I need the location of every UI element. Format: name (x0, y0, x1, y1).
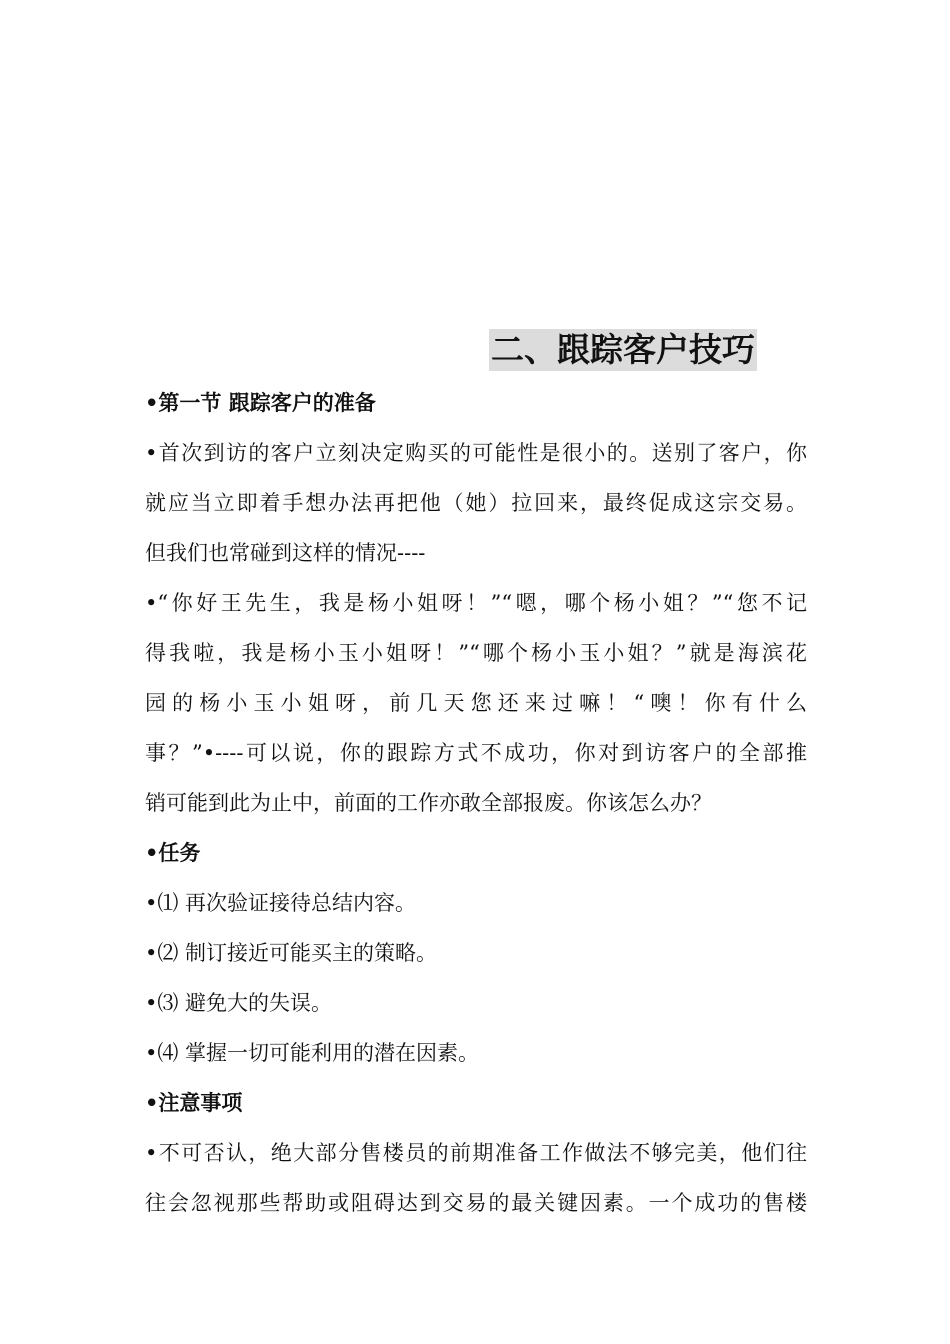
paragraph-line: •“你好王先生，我是杨小姐呀！”“嗯，哪个杨小姐？”“您不记 (145, 591, 807, 615)
paragraph-line: 得我啦，我是杨小玉小姐呀！”“哪个杨小玉小姐？”就是海滨花 (145, 641, 807, 665)
list-item: •⑴ 再次验证接待总结内容。 (145, 891, 417, 915)
document-body (145, 378, 807, 1228)
paragraph-line: •首次到访的客户立刻决定购买的可能性是很小的。送别了客户，你 (145, 441, 807, 465)
page-title: 二、跟踪客户技巧 (491, 330, 755, 369)
notes-heading: •注意事项 (145, 1091, 243, 1115)
paragraph-line: •不可否认，绝大部分售楼员的前期准备工作做法不够完美，他们往 (145, 1141, 807, 1165)
list-item: •⑷ 掌握一切可能利用的潜在因素。 (145, 1041, 480, 1065)
paragraph-line: 往会忽视那些帮助或阻碍达到交易的最关键因素。一个成功的售楼 (145, 1191, 807, 1215)
section-heading: •第一节 跟踪客户的准备 (145, 391, 376, 415)
tasks-heading: •任务 (145, 841, 201, 865)
paragraph-line: 就应当立即着手想办法再把他（她）拉回来，最终促成这宗交易。 (145, 491, 807, 515)
paragraph-line: 事？”•----可以说，你的跟踪方式不成功，你对到访客户的全部推 (145, 741, 807, 765)
list-item: •⑵ 制订接近可能买主的策略。 (145, 941, 438, 965)
paragraph-line: 销可能到此为止中，前面的工作亦敢全部报废。你该怎么办？ (145, 791, 712, 815)
paragraph-line: 园的杨小玉小姐呀，前几天您还来过嘛！“噢！你有什么 (145, 691, 807, 715)
paragraph-line: 但我们也常碰到这样的情况---- (145, 541, 426, 565)
list-item: •⑶ 避免大的失误。 (145, 991, 333, 1015)
